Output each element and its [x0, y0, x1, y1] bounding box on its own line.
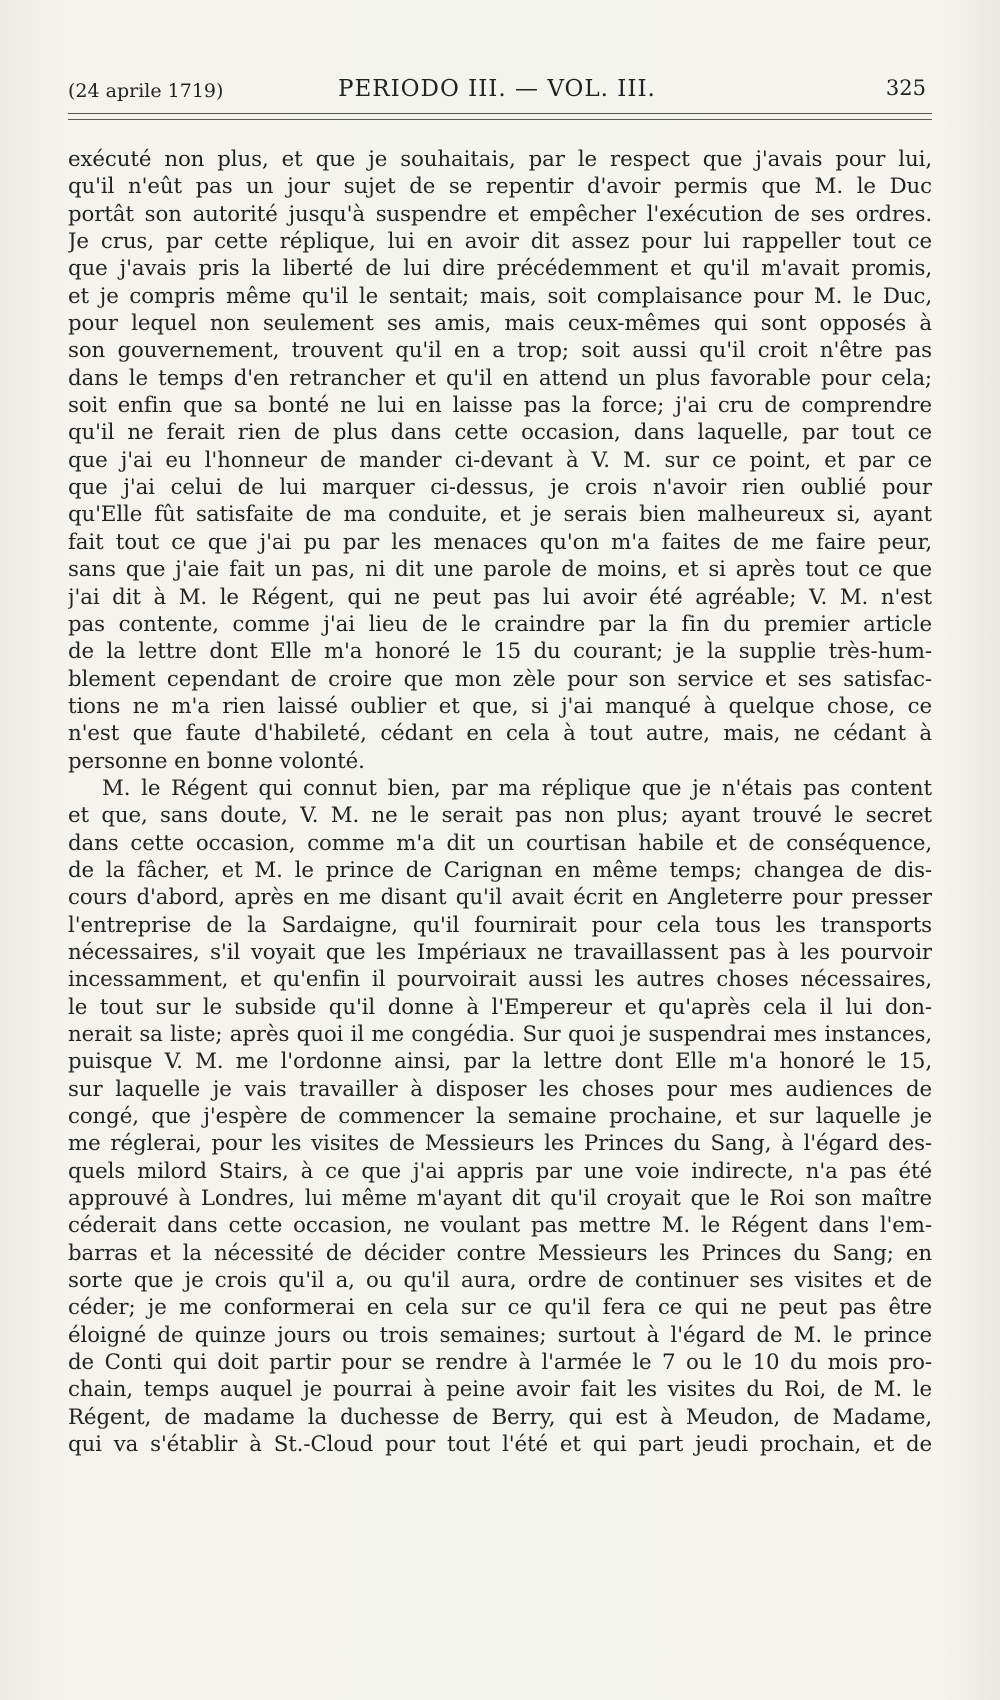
text-line: blement cependant de croire que mon zèle pour son service et ses satisfac-	[68, 666, 932, 692]
text-line: que j'avais pris la liberté de lui dire précédemment et qu'il m'avait promis,	[68, 256, 932, 282]
page-number: 325	[885, 76, 926, 100]
text-line: nerait sa liste; après quoi il me congédia. Sur quoi je suspendrai mes instances,	[68, 1022, 932, 1047]
text-line: nécessaires, s'il voyait que les Impériaux ne travaillassent pas à les pourvoir	[68, 939, 932, 965]
text-line: sans que j'aie fait un pas, ni dit une parole de moins, et si après tout ce que	[68, 557, 932, 583]
text-line: qu'il n'eût pas un jour sujet de se repentir d'avoir permis que M. le Duc	[68, 174, 932, 200]
text-line: n'est que faute d'habileté, cédant en cela à tout autre, mais, ne cédant à	[68, 721, 932, 747]
text-line: éloigné de quinze jours ou trois semaines; surtout à l'égard de M. le prince	[68, 1322, 932, 1348]
text-line: chain, temps auquel je pourrai à peine avoir fait les visites du Roi, de M. le	[68, 1377, 932, 1403]
text-line: pas contente, comme j'ai lieu de le craindre par la fin du premier article	[68, 611, 932, 637]
text-line: de la fâcher, et M. le prince de Carignan en même temps; changea de dis-	[68, 857, 932, 883]
text-line: tions ne m'a rien laissé oublier et que, si j'ai manqué à quelque chose, ce	[68, 693, 932, 719]
text-line: cours d'abord, après en me disant qu'il avait écrit en Angleterre pour presser	[68, 885, 932, 911]
text-line: que j'ai celui de lui marquer ci-dessus, je crois n'avoir rien oublié pour	[68, 475, 932, 501]
text-line: son gouvernement, trouvent qu'il en a trop; soit aussi qu'il croit n'être pas	[68, 338, 932, 364]
running-header	[68, 76, 928, 106]
text-line: congé, que j'espère de commencer la semaine prochaine, et sur laquelle je	[68, 1104, 932, 1130]
text-line: portât son autorité jusqu'à suspendre et empêcher l'exécution de ses ordres.	[68, 201, 932, 227]
text-line: me réglerai, pour les visites de Messieurs les Princes du Sang, à l'égard des-	[68, 1131, 932, 1157]
header-title: PERIODO III. — VOL. III.	[338, 76, 656, 102]
text-line: le tout sur le subside qu'il donne à l'Empereur et qu'après cela il lui don-	[68, 994, 932, 1020]
text-line: et je compris même qu'il le sentait; mais, soit complaisance pour M. le Duc,	[68, 283, 932, 309]
text-line: sorte que je crois qu'il a, ou qu'il aura, ordre de continuer ses visites et de	[68, 1268, 932, 1294]
body-text	[68, 146, 932, 1459]
text-line: barras et la nécessité de décider contre Messieurs les Princes du Sang; en	[68, 1240, 932, 1266]
text-line: soit enfin que sa bonté ne lui en laisse pas la force; j'ai cru de comprendre	[68, 393, 932, 419]
text-line: céderait dans cette occasion, ne voulant pas mettre M. le Régent dans l'em-	[68, 1213, 932, 1239]
text-line: qu'il ne ferait rien de plus dans cette occasion, dans laquelle, par tout ce	[68, 420, 932, 446]
text-line: approuvé à Londres, lui même m'ayant dit qu'il croyait que le Roi son maître	[68, 1186, 932, 1212]
text-line: qu'Elle fût satisfaite de ma conduite, et je serais bien malheureux si, ayant	[68, 502, 932, 528]
text-line: M. le Régent qui connut bien, par ma réplique que je n'étais pas content	[102, 775, 932, 801]
text-line: exécuté non plus, et que je souhaitais, par le respect que j'avais pour lui,	[68, 147, 932, 172]
text-line: céder; je me conformerai en cela sur ce qu'il fera ce qui ne peut pas être	[68, 1295, 932, 1321]
header-rule-top	[68, 113, 932, 114]
text-line: que j'ai eu l'honneur de mander ci-devant à V. M. sur ce point, et par ce	[68, 447, 932, 473]
text-line: dans cette occasion, comme m'a dit un courtisan habile et de conséquence,	[68, 830, 932, 856]
text-line: personne en bonne volonté.	[68, 748, 365, 774]
text-line: et que, sans doute, V. M. ne le serait pas non plus; ayant trouvé le secret	[68, 803, 932, 829]
header-rule-bottom	[68, 119, 932, 120]
text-line: quels milord Stairs, à ce que j'ai appris par une voie indirecte, n'a pas été	[68, 1158, 932, 1184]
text-line: de Conti qui doit partir pour se rendre à l'armée le 7 ou le 10 du mois pro-	[68, 1350, 932, 1376]
text-line: j'ai dit à M. le Régent, qui ne peut pas lui avoir été agréable; V. M. n'est	[68, 584, 932, 610]
header-date: (24 aprile 1719)	[68, 80, 224, 102]
text-line: puisque V. M. me l'ordonne ainsi, par la lettre dont Elle m'a honoré le 15,	[68, 1049, 932, 1075]
text-line: fait tout ce que j'ai pu par les menaces qu'on m'a faites de me faire peur,	[68, 529, 932, 555]
text-line: incessamment, et qu'enfin il pourvoirait aussi les autres choses nécessaires,	[68, 967, 932, 993]
text-line: Régent, de madame la duchesse de Berry, qui est à Meudon, de Madame,	[68, 1404, 932, 1430]
text-line: sur laquelle je vais travailler à disposer les choses pour mes audiences de	[68, 1076, 932, 1102]
text-line: Je crus, par cette réplique, lui en avoir dit assez pour lui rappeller tout ce	[68, 229, 932, 255]
text-line: qui va s'établir à St.-Cloud pour tout l'été et qui part jeudi prochain, et de	[68, 1432, 932, 1458]
text-line: pour lequel non seulement ses amis, mais ceux-mêmes qui sont opposés à	[68, 311, 932, 337]
text-line: de la lettre dont Elle m'a honoré le 15 du courant; je la supplie très-hum-	[68, 639, 932, 665]
text-line: dans le temps d'en retrancher et qu'il en attend un plus favorable pour cela;	[68, 365, 932, 391]
text-line: l'entreprise de la Sardaigne, qu'il fournirait pour cela tous les transports	[68, 912, 932, 938]
